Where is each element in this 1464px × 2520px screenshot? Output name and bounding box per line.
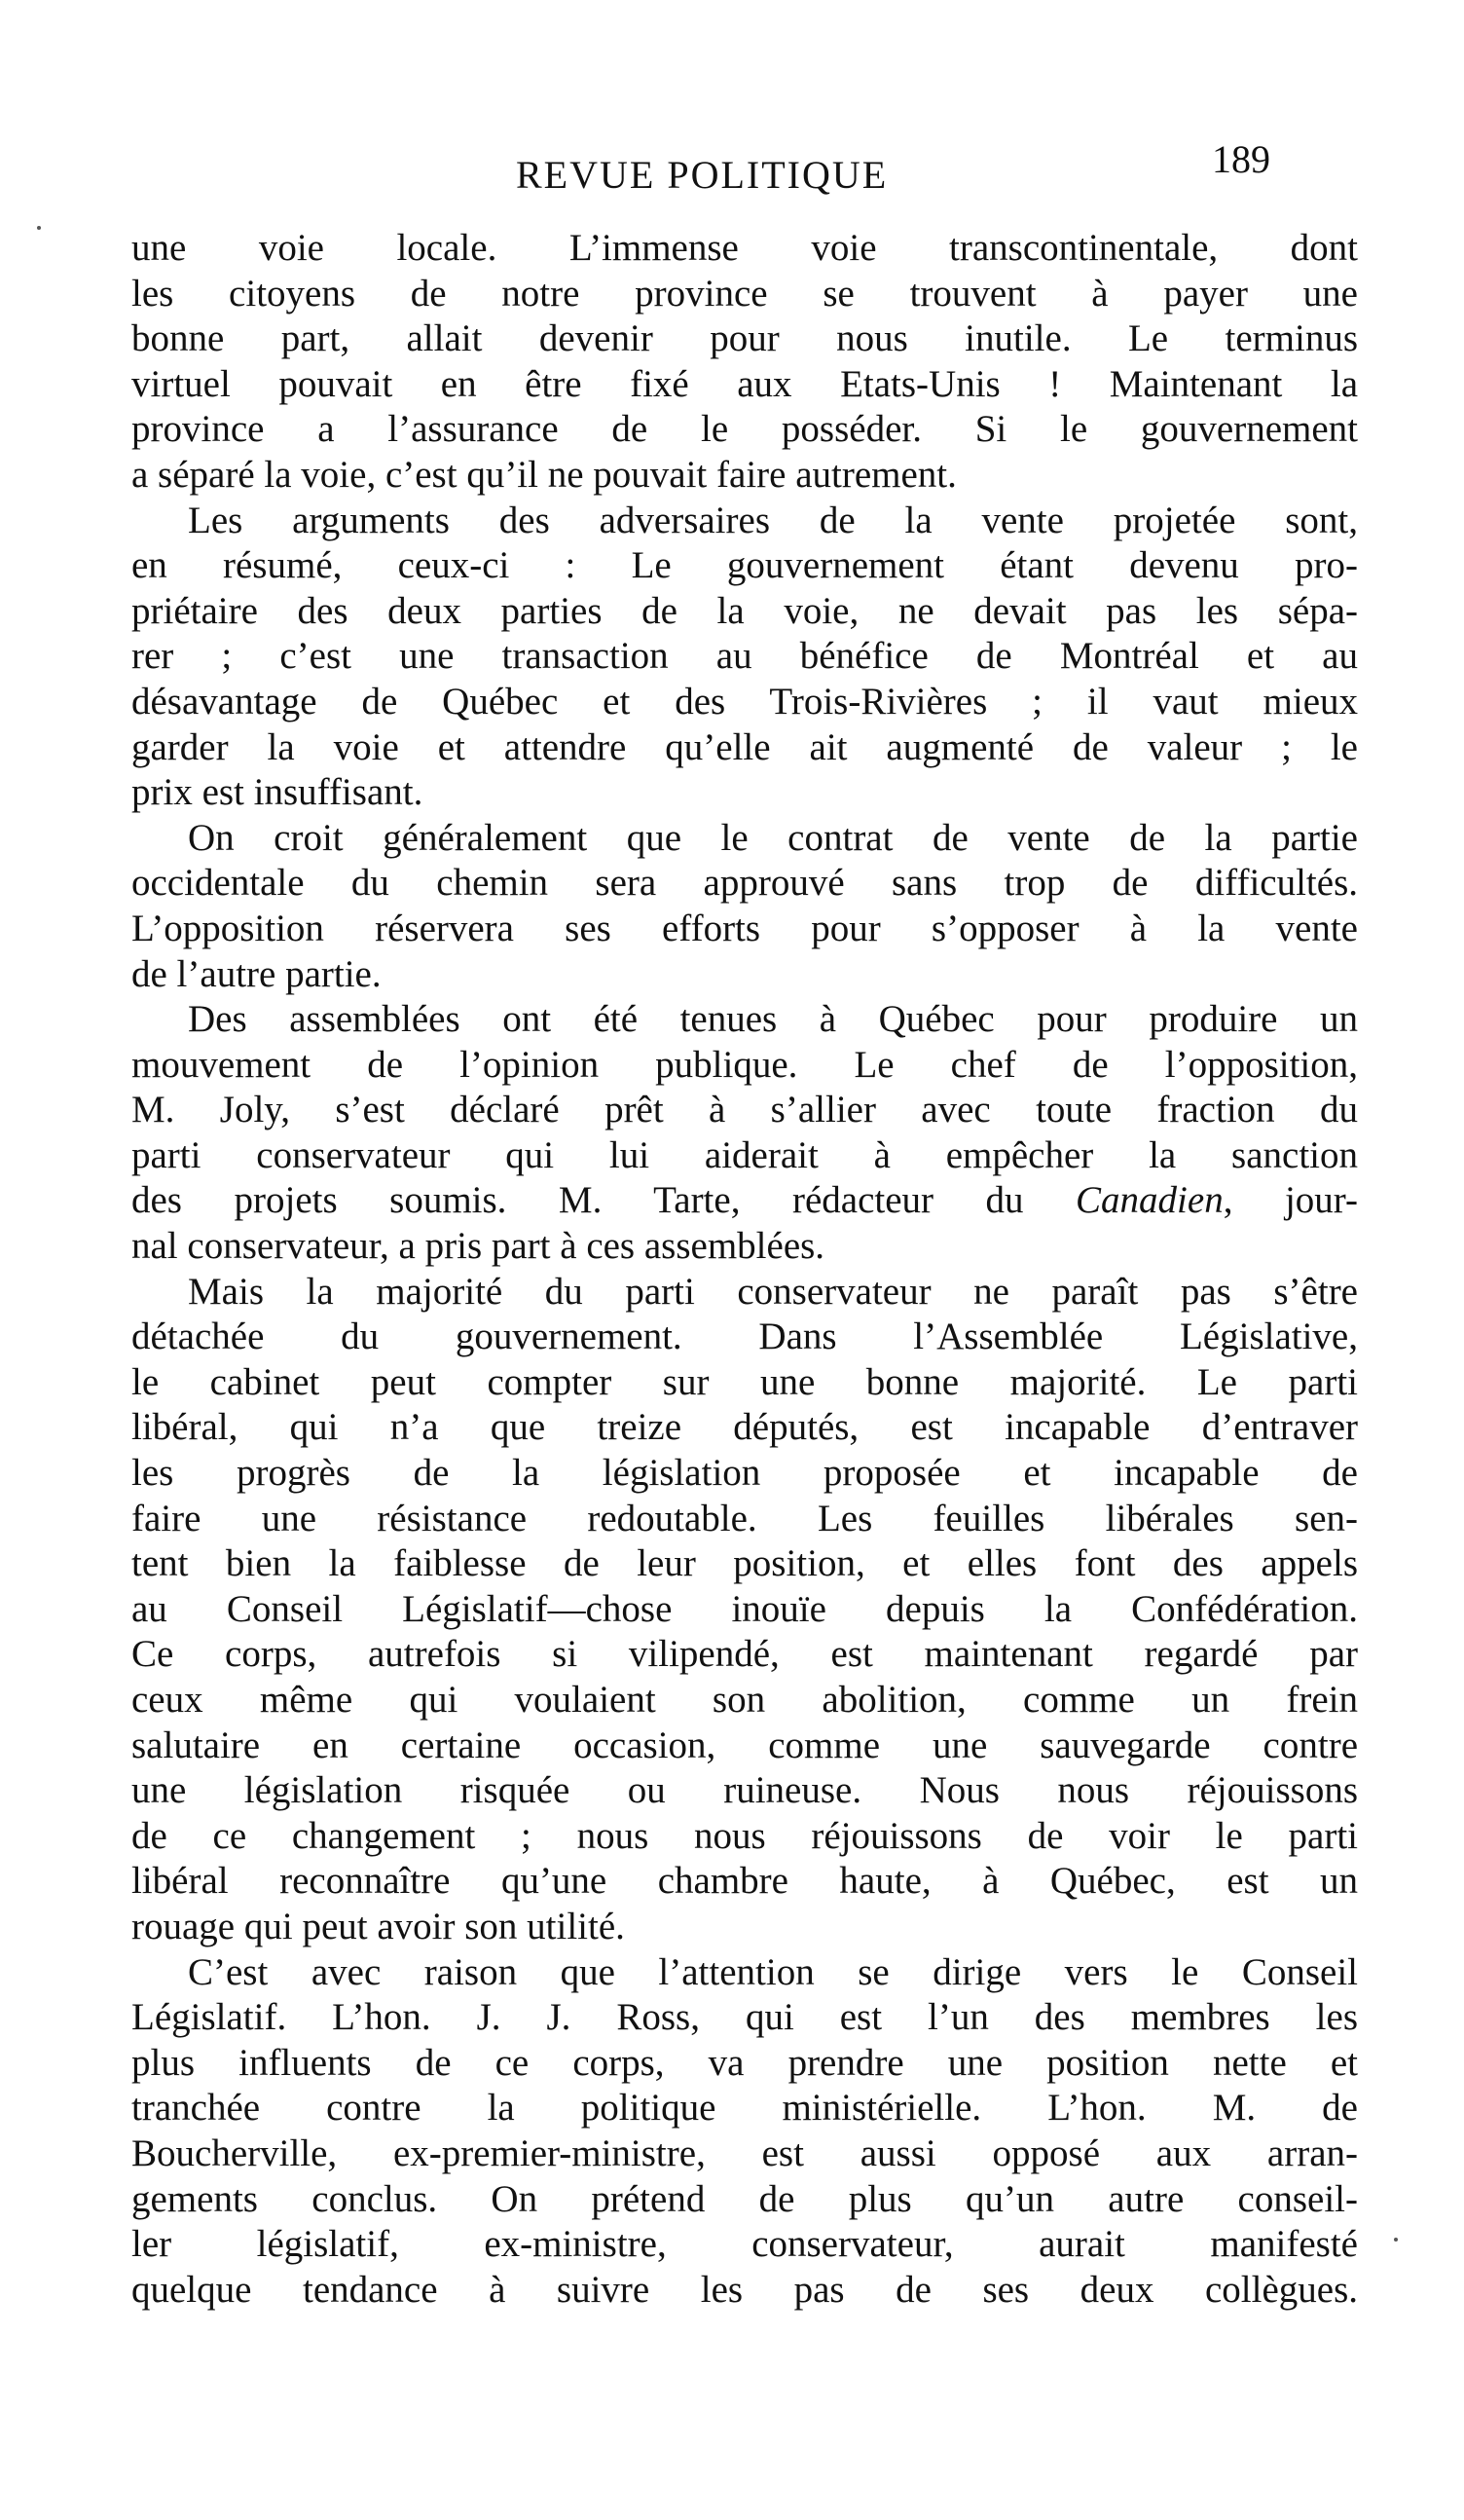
- text-line: nal conservateur, a pris part à ces assemblées.: [131, 1225, 825, 1268]
- text-line: prix est insuffisant.: [131, 771, 423, 814]
- text-line: mouvement de l’opinion publique. Le chef de l’opposition,: [131, 1043, 1358, 1086]
- page-number: 189: [1212, 137, 1270, 181]
- running-header: [0, 137, 1464, 204]
- text-line: des projets soumis. M. Tarte, rédacteur du Canadien, jour-: [131, 1179, 1358, 1222]
- text-line: Mais la majorité du parti conservateur ne paraît pas s’être: [188, 1270, 1358, 1313]
- text-line: de l’autre partie.: [131, 952, 382, 995]
- text-line: détachée du gouvernement. Dans l’Assemblée Législative,: [131, 1316, 1358, 1358]
- text-line: parti conservateur qui lui aiderait à empêcher la sanction: [131, 1133, 1358, 1176]
- text-line: rer ; c’est une transaction au bénéfice de Montréal et au: [131, 635, 1358, 678]
- text-line: ler législatif, ex-ministre, conservateur, aurait manifesté: [131, 2223, 1358, 2266]
- text-line: rouage qui peut avoir son utilité.: [131, 1905, 625, 1947]
- text-line: Boucherville, ex-premier-ministre, est aussi opposé aux arran-: [131, 2131, 1358, 2174]
- newspaper-title: Canadien: [1076, 1179, 1224, 1222]
- text-line: faire une résistance redoutable. Les feuilles libérales sen-: [131, 1497, 1358, 1539]
- text-line: occidentale du chemin sera approuvé sans trop de difficultés.: [131, 862, 1358, 905]
- text-line: une législation risquée ou ruineuse. Nous nous réjouissons: [131, 1769, 1358, 1812]
- paragraph-1: [131, 226, 1358, 499]
- text-line: quelque tendance à suivre les pas de ses deux collègues.: [131, 2268, 1358, 2311]
- text-line: au Conseil Législatif—chose inouïe depuis la Confédération.: [131, 1587, 1358, 1630]
- ink-speck: [1394, 2238, 1398, 2242]
- text-line: en résumé, ceux-ci : Le gouvernement étant devenu pro-: [131, 544, 1358, 587]
- paragraph-3: [131, 816, 1358, 997]
- text-line: C’est avec raison que l’attention se dirige vers le Conseil: [188, 1950, 1358, 1993]
- text-line: bonne part, allait devenir pour nous inutile. Le terminus: [131, 317, 1358, 360]
- text-line: Des assemblées ont été tenues à Québec pour produire un: [188, 998, 1358, 1041]
- text-line: désavantage de Québec et des Trois-Rivières ; il vaut mieux: [131, 680, 1358, 723]
- text-line: On croit généralement que le contrat de vente de la partie: [188, 816, 1358, 859]
- text-line: de ce changement ; nous nous réjouissons de voir le parti: [131, 1814, 1358, 1857]
- paragraph-4: [131, 997, 1358, 1270]
- text-line: salutaire en certaine occasion, comme une sauvegarde contre: [131, 1723, 1358, 1766]
- text-line: province a l’assurance de le posséder. Si le gouvernement: [131, 408, 1358, 451]
- paragraph-5: [131, 1270, 1358, 1950]
- text-line: le cabinet peut compter sur une bonne majorité. Le parti: [131, 1360, 1358, 1403]
- text-line: Les arguments des adversaires de la vente projetée sont,: [188, 499, 1358, 541]
- text-line: a séparé la voie, c’est qu’il ne pouvait faire autrement.: [131, 453, 957, 496]
- text-line: L’opposition réservera ses efforts pour s’opposer à la vente: [131, 907, 1358, 949]
- text-line: une voie locale. L’immense voie transcontinentale, dont: [131, 227, 1358, 269]
- text-line: garder la voie et attendre qu’elle ait augmenté de valeur ; le: [131, 725, 1358, 768]
- text-line: libéral, qui n’a que treize députés, est incapable d’entraver: [131, 1406, 1358, 1449]
- article-body: [131, 226, 1358, 2313]
- paragraph-2: [131, 499, 1358, 816]
- text-line: ceux même qui voulaient son abolition, comme un frein: [131, 1679, 1358, 1721]
- ink-speck: [37, 226, 41, 230]
- text-line: Législatif. L’hon. J. J. Ross, qui est l’un des membres les: [131, 1996, 1358, 2039]
- text-line: libéral reconnaître qu’une chambre haute, à Québec, est un: [131, 1860, 1358, 1903]
- text-line: virtuel pouvait en être fixé aux Etats-Unis ! Maintenant la: [131, 362, 1358, 405]
- text-line: tent bien la faiblesse de leur position, et elles font des appels: [131, 1542, 1358, 1585]
- paragraph-6: [131, 1950, 1358, 2314]
- text-line: les citoyens de notre province se trouvent à payer une: [131, 272, 1358, 315]
- text-line: M. Joly, s’est déclaré prêt à s’allier avec toute fraction du: [131, 1089, 1358, 1131]
- running-title: REVUE POLITIQUE: [516, 153, 889, 197]
- text-line: plus influents de ce corps, va prendre une position nette et: [131, 2041, 1358, 2084]
- text-line: tranchée contre la politique ministérielle. L’hon. M. de: [131, 2087, 1358, 2130]
- text-line: priétaire des deux parties de la voie, ne devait pas les sépa-: [131, 589, 1358, 632]
- text-line: gements conclus. On prétend de plus qu’un autre conseil-: [131, 2177, 1358, 2220]
- text-line: les progrès de la législation proposée et incapable de: [131, 1452, 1358, 1495]
- text-line: Ce corps, autrefois si vilipendé, est maintenant regardé par: [131, 1633, 1358, 1676]
